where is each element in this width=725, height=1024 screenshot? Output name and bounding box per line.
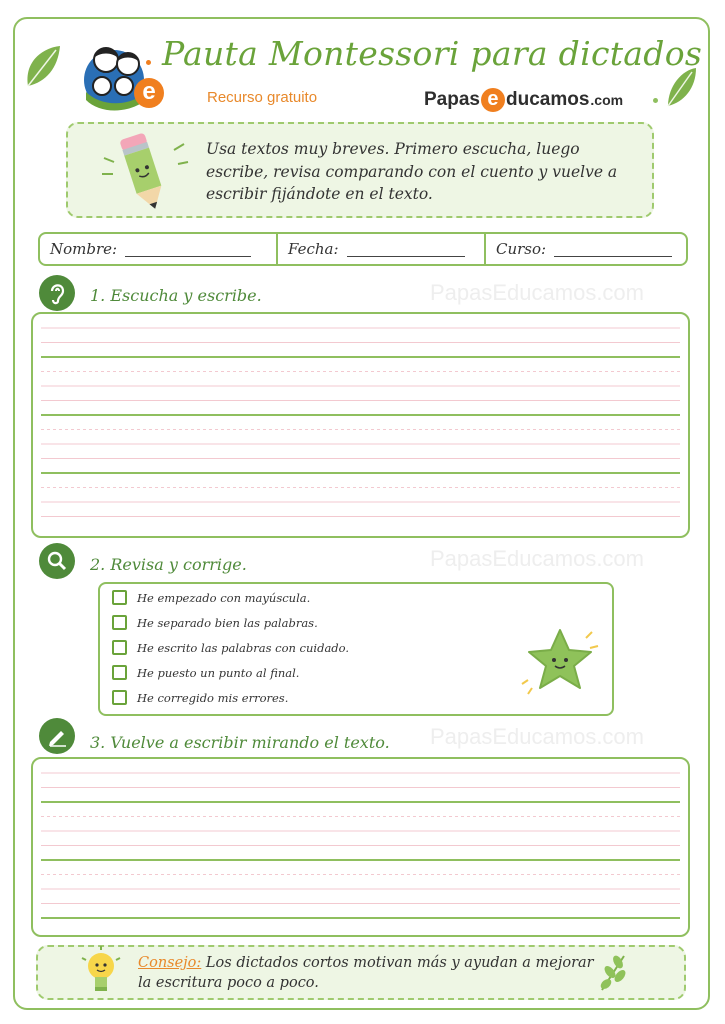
checkbox[interactable] (112, 665, 127, 680)
student-fields (38, 232, 688, 266)
checklist-label: He corregido mis errores. (137, 690, 289, 705)
decor-dot (653, 98, 658, 103)
checkbox[interactable] (112, 615, 127, 630)
ear-icon (39, 275, 75, 311)
date-line (347, 242, 465, 257)
name-label: Nombre: (50, 240, 118, 258)
writing-lines (33, 314, 688, 536)
lightbulb-icon (78, 944, 124, 1000)
brand-suffix: ducamos (505, 89, 590, 110)
watermark-2: PapasEducamos.com (430, 546, 644, 571)
section-title-rewrite: 3. Vuelve a escribir mirando el texto. (90, 733, 390, 752)
watermark-3: PapasEducamos.com (430, 724, 644, 749)
checklist-item[interactable] (112, 690, 288, 705)
pencil-mascot-icon (100, 128, 190, 214)
logo (76, 36, 166, 112)
brand-domain: .com (590, 92, 624, 108)
checkbox[interactable] (112, 640, 127, 655)
name-line (125, 242, 251, 257)
logo-letter: e (134, 78, 164, 108)
watermark: PapasEducamos.com (430, 280, 644, 305)
brand-e: e (481, 88, 505, 112)
star-mascot-icon (520, 624, 602, 698)
checkbox[interactable] (112, 590, 127, 605)
checklist-label: He separado bien las palabras. (137, 615, 318, 630)
writing-area-rewrite[interactable] (31, 757, 690, 937)
magnifier-icon (39, 543, 75, 579)
sprig-icon (594, 950, 634, 994)
date-label: Fecha: (288, 240, 339, 258)
page-title: Pauta Montessori para dictados (162, 34, 703, 73)
name-field[interactable] (40, 234, 276, 264)
subtitle: Recurso gratuito (207, 89, 318, 106)
section-title-review: 2. Revisa y corrige. (90, 555, 247, 574)
writing-area-listen[interactable] (31, 312, 690, 538)
brand-prefix: Papas (424, 89, 480, 110)
checklist-item[interactable] (112, 615, 318, 630)
tip-text (138, 953, 608, 993)
checklist-item[interactable] (112, 640, 349, 655)
tip-label: Consejo: (138, 955, 202, 971)
section-title-listen: 1. Escucha y escribe. (90, 286, 262, 305)
checklist-label: He escrito las palabras con cuidado. (137, 640, 350, 655)
checklist-label: He puesto un punto al final. (137, 665, 300, 680)
checklist-item[interactable] (112, 665, 299, 680)
checklist-label: He empezado con mayúscula. (137, 590, 311, 605)
writing-lines (33, 759, 688, 935)
leaf-icon (22, 42, 64, 90)
course-field[interactable] (484, 234, 686, 264)
checklist-item[interactable] (112, 590, 310, 605)
date-field[interactable] (276, 234, 484, 264)
course-label: Curso: (496, 240, 547, 258)
tip-body: Los dictados cortos motivan más y ayudan a mejorar la escritura poco a poco. (138, 955, 594, 991)
checkbox[interactable] (112, 690, 127, 705)
brand-logo (424, 88, 623, 112)
pencil-icon (39, 718, 75, 754)
course-line (554, 242, 672, 257)
intro-text: Usa textos muy breves. Primero escucha, luego escribe, revisa comparando con el cuento y vuelve a escribir fijándote en el texto. (206, 140, 618, 203)
